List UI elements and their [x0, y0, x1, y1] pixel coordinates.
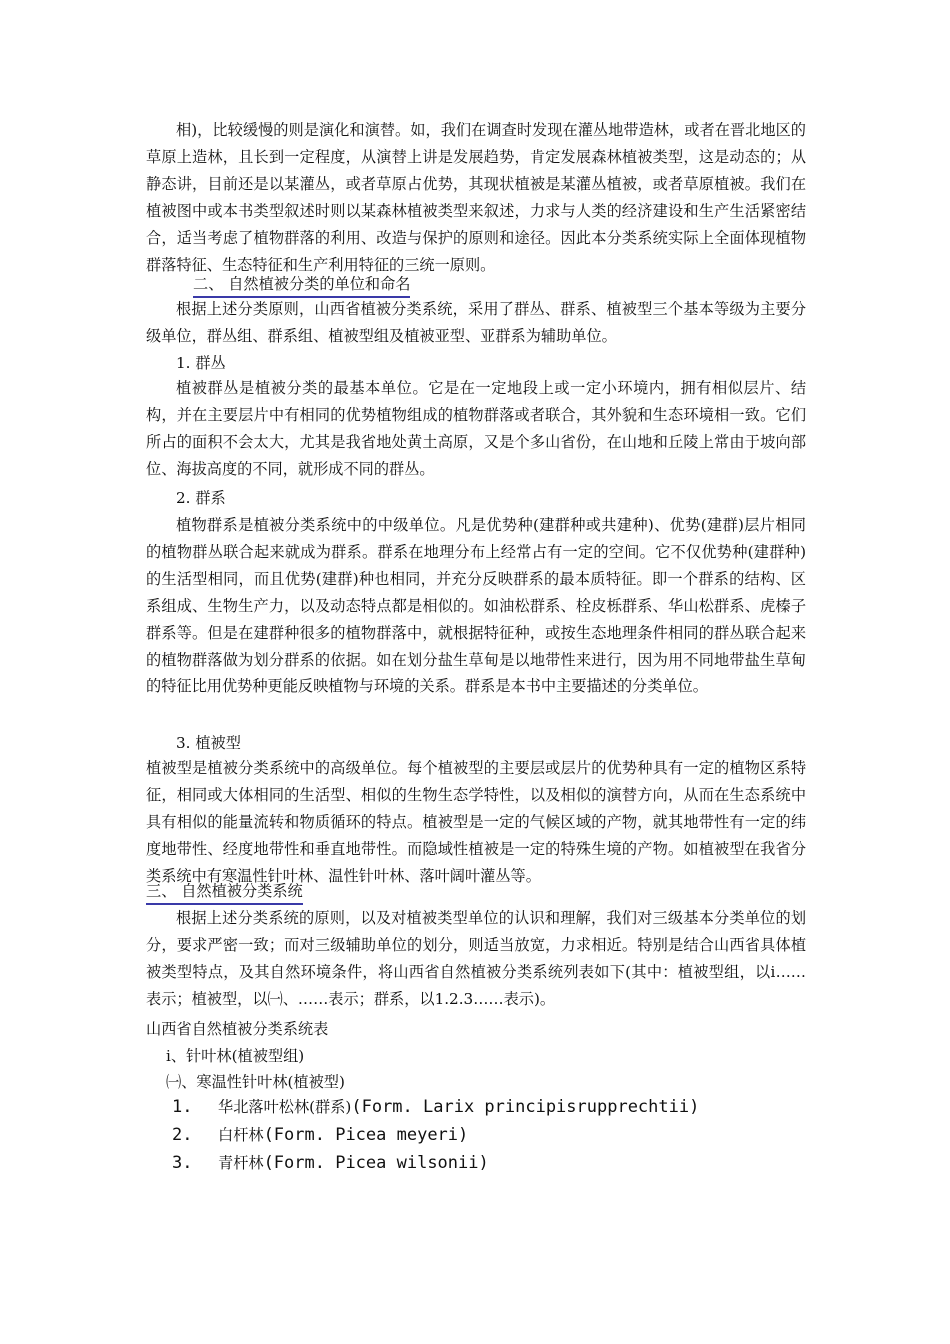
section-heading-3: 三、 自然植被分类系统 [146, 880, 303, 905]
paragraph-formation: 植物群系是植被分类系统中的中级单位。凡是优势种(建群种或共建种)、优势(建群)层片相同的植物群丛联合起来就成为群系。群系在地理分布上经常占有一定的空间。它不仅优势种(建群种)的生活型相同，而且优势(建群)种也相同，并充分反映群系的最本质特征。即一个群系的结构、区系组成、生物生产力，以及动态特点都是相似的。如油松群系、栓皮栎群系、华山松群系、虎榛子群系等。但是在建群种很多的植物群落中，就根据特征种，或按生态地理条件相同的群丛联合起来的植物群落做为划分群系的依据。如在划分盐生草甸是以地带性来进行，因为用不同地带盐生草甸的特征比用优势种更能反映植物与环境的关系。群系是本书中主要描述的分类单位。 [146, 516, 806, 696]
formation-number: 1. [172, 1097, 193, 1117]
vegetation-type-item: ㈠、寒温性针叶林(植被型) [166, 1073, 345, 1091]
section-heading-2: 二、 自然植被分类的单位和命名 [193, 273, 410, 298]
paragraph-classification-units: 根据上述分类原则，山西省植被分类系统，采用了群丛、群系、植被型三个基本等级为主要分级单位，群丛组、群系组、植被型组及植被亚型、亚群系为辅助单位。 [146, 300, 806, 345]
formation-name: 青杆林 [218, 1154, 264, 1172]
formation-number: 3. [172, 1153, 193, 1173]
formation-latin-name: (Form. Picea meyeri) [263, 1125, 469, 1145]
paragraph-intro: 相)，比较缓慢的则是演化和演替。如，我们在调查时发现在灌丛地带造林，或者在晋北地区的草原上造林，且长到一定程度，从演替上讲是发展趋势，肯定发展森林植被类型，这是动态的；从静态讲，目前还是以某灌丛，或者草原占优势，其现状植被是某灌丛植被，或者草原植被。我们在植被图中或本书类型叙述时则以某森林植被类型来叙述，力求与人类的经济建设和生产生活紧密结合，适当考虑了植物群落的利用、改造与保护的原则和途径。因此本分类系统实际上全面体现植物群落特征、生态特征和生产利用特征的三统一原则。 [146, 121, 806, 274]
subsection-title-formation: 2. 群系 [176, 489, 226, 507]
subsection-title-association: 1. 群丛 [176, 354, 226, 372]
formation-name: 白杆林 [218, 1126, 264, 1144]
paragraph-association: 植被群丛是植被分类的最基本单位。它是在一定地段上或一定小环境内，拥有相似层片、结构，并在主要层片中有相同的优势植物组成的植物群落或者联合，其外貌和生态环境相一致。它们所占的面积不会太大，尤其是我省地处黄土高原，又是个多山省份，在山地和丘陵上常由于坡向部位、海拔高度的不同，就形成不同的群丛。 [146, 379, 806, 478]
formation-item [172, 1124, 468, 1146]
formation-name: 华北落叶松林(群系) [218, 1098, 352, 1116]
table-title: 山西省自然植被分类系统表 [146, 1020, 329, 1038]
formation-number: 2. [172, 1125, 193, 1145]
formation-item [172, 1152, 489, 1174]
paragraph-vegetation-type: 植被型是植被分类系统中的高级单位。每个植被型的主要层或层片的优势种具有一定的植物区系特征，相同或大体相同的生活型、相似的生物生态学特性，以及相似的演替方向，从而在生态系统中具有相似的能量流转和物质循环的特点。植被型是一定的气候区域的产物，就其地带性有一定的纬度地带性、经度地带性和垂直地带性。而隐域性植被是一定的特殊生境的产物。如植被型在我省分类系统中有寒温性针叶林、温性针叶林、落叶阔叶灌丛等。 [146, 759, 806, 885]
formation-latin-name: (Form. Larix principisrupprechtii) [351, 1097, 700, 1117]
paragraph-classification-system: 根据上述分类系统的原则，以及对植被类型单位的认识和理解，我们对三级基本分类单位的划分，要求严密一致；而对三级辅助单位的划分，则适当放宽，力求相近。特别是结合山西省具体植被类型特点，及其自然环境条件，将山西省自然植被分类系统列表如下(其中：植被型组，以ⅰ……表示；植被型，以㈠、……表示；群系，以1.2.3……表示)。 [146, 909, 806, 1008]
formation-latin-name: (Form. Picea wilsonii) [263, 1153, 489, 1173]
vegetation-group-item: ⅰ、针叶林(植被型组) [166, 1047, 305, 1065]
formation-item [172, 1096, 699, 1118]
subsection-title-vegetation-type: 3. 植被型 [176, 734, 241, 752]
